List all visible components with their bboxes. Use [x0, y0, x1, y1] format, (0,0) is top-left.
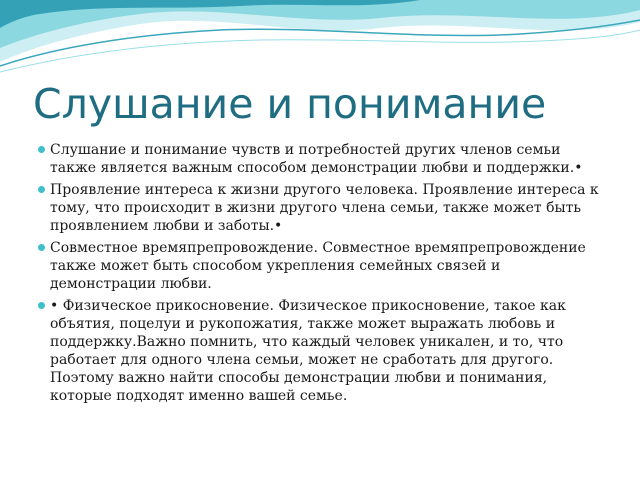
bullet-text: Проявление интереса к жизни другого человека. Проявление интереса к тому, что происходит в жизни другого члена семьи, также может быть проявлением любви и заботы.• — [50, 182, 599, 234]
header-wave-decoration — [0, 0, 640, 80]
bullet-dot-icon — [38, 244, 45, 251]
bullet-item — [0, 181, 600, 235]
bullet-dot-icon — [38, 146, 45, 153]
bullet-item — [0, 141, 600, 177]
bullet-item — [0, 239, 600, 293]
bullet-text: • Физическое прикосновение. Физическое прикосновение, такое как объятия, поцелуи и рукопожатия, также может выражать любовь и поддержку.Важно помнить, что каждый человек уникален, и то, что работает для одного члена семьи, может не сработать для другого. Поэтому важно найти способы демонстрации любви и понимания, которые подходят именно вашей семье. — [50, 298, 566, 404]
bullet-dot-icon — [38, 186, 45, 193]
bullet-list — [0, 141, 600, 409]
slide-title: Слушание и понимание — [33, 80, 547, 128]
bullet-dot-icon — [38, 302, 45, 309]
bullet-text: Слушание и понимание чувств и потребностей других членов семьи также является важным способом демонстрации любви и поддержки.• — [50, 142, 583, 176]
bullet-item — [0, 297, 600, 405]
bullet-text: Совместное времяпрепровождение. Совместное времяпрепровождение также может быть способом укрепления семейных связей и демонстрации любви. — [50, 240, 586, 292]
